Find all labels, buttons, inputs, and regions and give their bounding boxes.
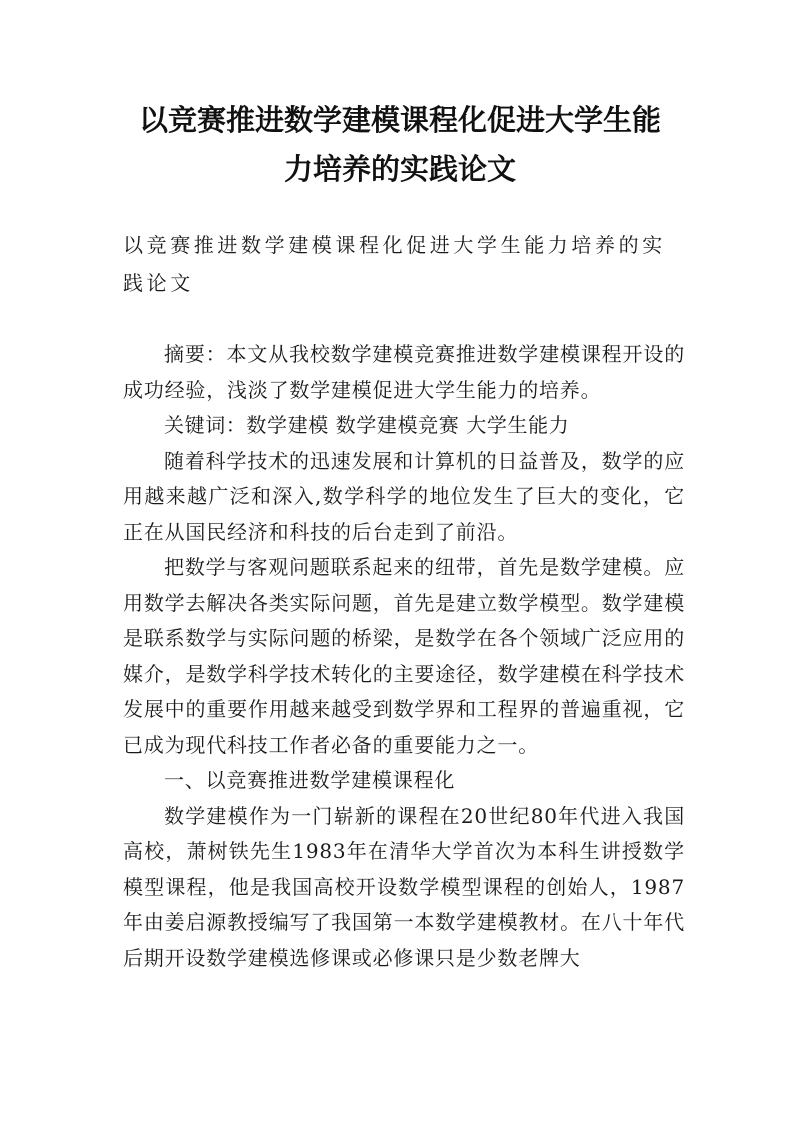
body-paragraph-2: 把数学与客观问题联系起来的纽带，首先是数学建模。应用数学去解决各类实际问题，首先是建立数学模型。数学建模是联系数学与实际问题的桥梁，是数学在各个领域广泛应用的媒介，是数学科学技术转化的主要途径，数学建模在科学技术发展中的重要作用越来越受到数学界和工程界的普遍重视，它已成为现代科技工作者必备的重要能力之一。 bbox=[123, 555, 685, 757]
title-line-2: 力培养的实践论文 bbox=[283, 152, 516, 186]
body-paragraph-1: 随着科学技术的迅速发展和计算机的日益普及，数学的应用越来越广泛和深入,数学科学的地位发生了巨大的变化，它正在从国民经济和科技的后台走到了前沿。 bbox=[123, 448, 685, 544]
document-body bbox=[123, 337, 685, 976]
title-line-1: 以竞赛推进数学建模课程化促进大学生能 bbox=[138, 103, 661, 137]
body-paragraph-3: 数学建模作为一门崭新的课程在20世纪80年代进入我国高校，萧树铁先生1983年在清华大学首次为本科生讲授数学模型课程，他是我国高校开设数学模型课程的创始人，1987年由姜启源教授编写了我国第一本数学建模教材。在八十年代后期开设数学建模选修课或必修课只是少数老牌大 bbox=[123, 803, 685, 970]
section-heading: 一、以竞赛推进数学建模课程化 bbox=[164, 768, 456, 792]
abstract-paragraph: 摘要：本文从我校数学建模竞赛推进数学建模课程开设的成功经验，浅淡了数学建模促进大学生能力的培养。 bbox=[123, 342, 685, 402]
document-subtitle: 以竞赛推进数学建模课程化促进大学生能力培养的实践论文 bbox=[123, 233, 666, 295]
document-title bbox=[100, 96, 700, 194]
keywords-line: 关键词：数学建模 数学建模竞赛 大学生能力 bbox=[164, 413, 570, 437]
